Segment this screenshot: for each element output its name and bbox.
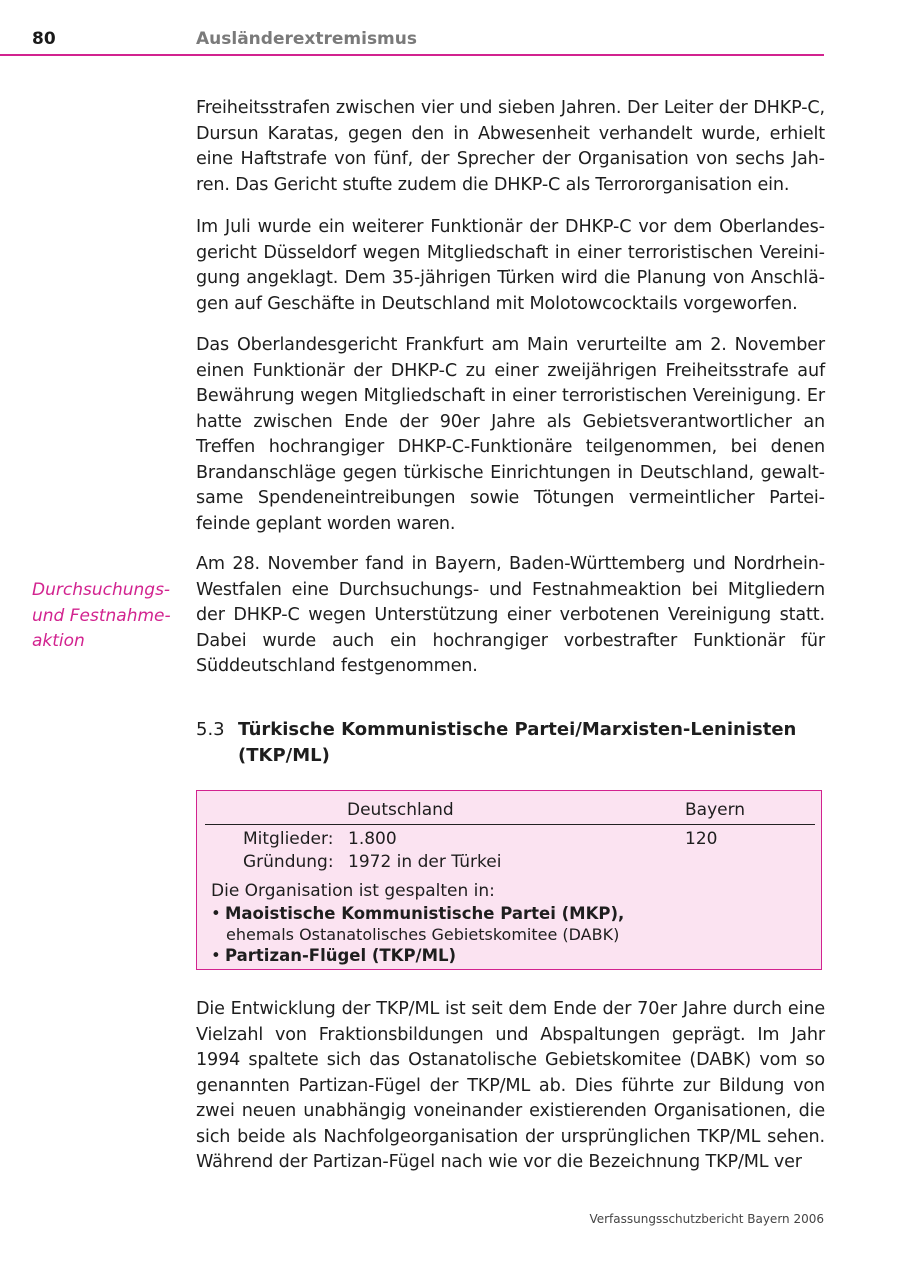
bullet: •	[211, 904, 221, 923]
col-header-bavaria: Bayern	[685, 800, 746, 820]
item-1-title: Maoistische Kommunistische Partei (MKP),	[225, 904, 625, 923]
paragraph-1: Freiheitsstrafen zwischen vier und sieben Jahren. Der Leiter der DHKP-C, Dursun Karatas, gegen den in Abwesenheit verhandelt wurde, erhielt eine Haftstrafe von fünf, der Sprecher der Organisation von sechs Jahren. Das Gericht stufte zudem die DHKP-C als Terrororganisation ein.	[196, 98, 825, 195]
founding-label: Gründung:	[243, 852, 334, 872]
header-rule	[0, 54, 824, 56]
page-number: 80	[32, 29, 56, 49]
members-bavaria: 120	[685, 829, 718, 849]
section-number: 5.3	[196, 719, 225, 740]
bullet: •	[211, 946, 221, 965]
running-header-title: Ausländerextremismus	[196, 29, 417, 49]
paragraph-2: Im Juli wurde ein weiterer Funktionär der DHKP-C vor dem Oberlandesgericht Düsseldorf wegen Mitgliedschaft in einer terroristischen Vereinigung angeklagt. Dem 35-jährigen Türken wird die Planung von Anschlägen auf Geschäfte in Deutschland mit Molotowcocktails vorgeworfen.	[196, 217, 825, 314]
table-rule	[205, 824, 815, 825]
members-label: Mitglieder:	[243, 829, 334, 849]
list-item	[211, 903, 624, 924]
margin-note: Durchsuchungs- und Festnahme- aktion	[32, 580, 171, 651]
col-header-germany: Deutschland	[347, 800, 454, 820]
list-item	[211, 945, 456, 966]
members-germany: 1.800	[348, 829, 397, 849]
info-box	[196, 790, 822, 970]
paragraph-4: Am 28. November fand in Bayern, Baden-Württemberg und Nordrhein-Westfalen eine Durchsuchungs- und Festnahmeaktion bei Mitgliedern der DHKP-C wegen Unterstützung einer verbotenen Vereinigung statt. Dabei wurde auch ein hochrangiger vorbestrafter Funktionär für Süddeutschland festgenommen.	[196, 554, 825, 676]
item-2-title: Partizan-Flügel (TKP/ML)	[225, 946, 457, 965]
section-title: Türkische Kommunistische Partei/Marxisten-Leninisten (TKP/ML)	[238, 719, 797, 766]
item-1-subtitle: ehemals Ostanatolisches Gebietskomitee (DABK)	[226, 925, 620, 944]
paragraph-5: Die Entwicklung der TKP/ML ist seit dem Ende der 70er Jahre durch eine Vielzahl von Fraktionsbildungen und Abspaltungen geprägt. Im Jahr 1994 spaltete sich das Ostanatolische Gebietskomitee (DABK) vom so genannten Partizan-Fügel der TKP/ML ab. Dies führte zur Bildung von zwei neuen unabhängig voneinander existierenden Organisationen, die sich beide als Nachfolgeorganisation der ursprünglichen TKP/ML sehen. Während der Partizan-Fügel nach wie vor die Bezeichnung TKP/ML ver	[196, 999, 825, 1172]
footer: Verfassungsschutzbericht Bayern 2006	[589, 1212, 824, 1226]
founding-value: 1972 in der Türkei	[348, 852, 502, 872]
paragraph-3: Das Oberlandesgericht Frankfurt am Main verurteilte am 2. November einen Funktionär der DHKP-C zu einer zweijährigen Freiheitsstrafe auf Bewährung wegen Mitgliedschaft in einer terroristischen Vereinigung. Er hatte zwischen Ende der 90er Jahre als Gebietsverantwortlicher an Treffen hochrangiger DHKP-C-Funktionäre teilgenommen, bei denen Brandanschläge gegen türkische Einrichtungen in Deutschland, gewaltsame Spendeneintreibungen sowie Tötungen vermeintlicher Parteifeinde geplant worden waren.	[196, 335, 825, 534]
split-intro: Die Organisation ist gespalten in:	[211, 881, 495, 901]
